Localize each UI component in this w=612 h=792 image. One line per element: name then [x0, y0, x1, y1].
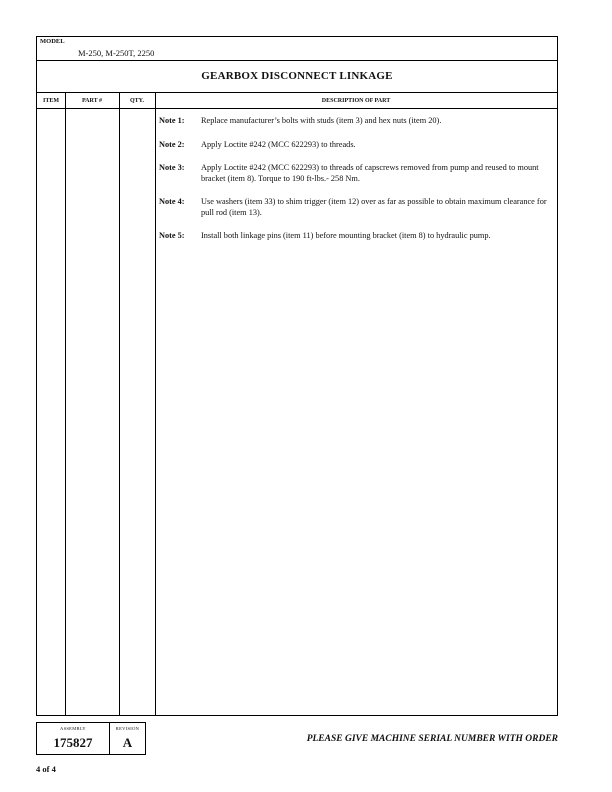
column-header-item: ITEM	[42, 98, 59, 104]
note-item	[159, 197, 549, 218]
column-header-description: DESCRIPTION OF PART	[321, 98, 391, 104]
column-divider-part	[119, 93, 120, 715]
table-header	[37, 93, 557, 109]
assembly-box	[36, 722, 110, 755]
column-divider-item	[65, 93, 66, 715]
note-text: Apply Loctite #242 (MCC 622293) to threads.	[201, 139, 356, 149]
revision-label: REVISION	[115, 726, 140, 731]
page-number: 4 of 4	[36, 764, 56, 774]
note-label: Note 3:	[159, 163, 185, 172]
page-title: GEARBOX DISCONNECT LINKAGE	[201, 70, 393, 82]
note-label: Note 1:	[159, 116, 185, 125]
note-label: Note 2:	[159, 139, 185, 149]
note-item	[159, 116, 549, 127]
model-row	[37, 37, 557, 61]
column-header-part: PART #	[81, 98, 103, 104]
note-label: Note 5:	[159, 231, 185, 240]
model-label: MODEL	[40, 38, 65, 45]
note-text: Install both linkage pins (item 11) before mounting bracket (item 8) to hydraulic pump.	[201, 231, 491, 240]
title-row	[37, 61, 557, 93]
note-label: Note 4:	[159, 197, 185, 206]
note-item	[159, 163, 549, 184]
note-item	[159, 140, 549, 151]
parts-table-frame	[36, 36, 558, 716]
assembly-number: 175827	[53, 735, 93, 750]
column-header-qty: QTY.	[130, 98, 144, 104]
column-divider-qty	[155, 93, 156, 715]
note-text: Replace manufacturer’s bolts with studs (item 3) and hex nuts (item 20).	[201, 116, 442, 125]
model-value: M-250, M-250T, 2250	[78, 48, 155, 58]
revision-box	[110, 722, 146, 755]
note-text: Apply Loctite #242 (MCC 622293) to threads of capscrews removed from pump and reused to mount bracket (item 8). Torque to 190 ft-lbs.- 258 Nm.	[201, 163, 539, 183]
revision-value: A	[122, 735, 133, 750]
assembly-label: ASSEMBLY	[60, 726, 86, 731]
note-text: Use washers (item 33) to shim trigger (item 12) over as far as possible to obtain maximum clearance for pull rod (item 13).	[201, 197, 547, 217]
notes-list	[159, 116, 549, 255]
note-item	[159, 231, 549, 242]
order-note: PLEASE GIVE MACHINE SERIAL NUMBER WITH ORDER	[306, 734, 558, 744]
